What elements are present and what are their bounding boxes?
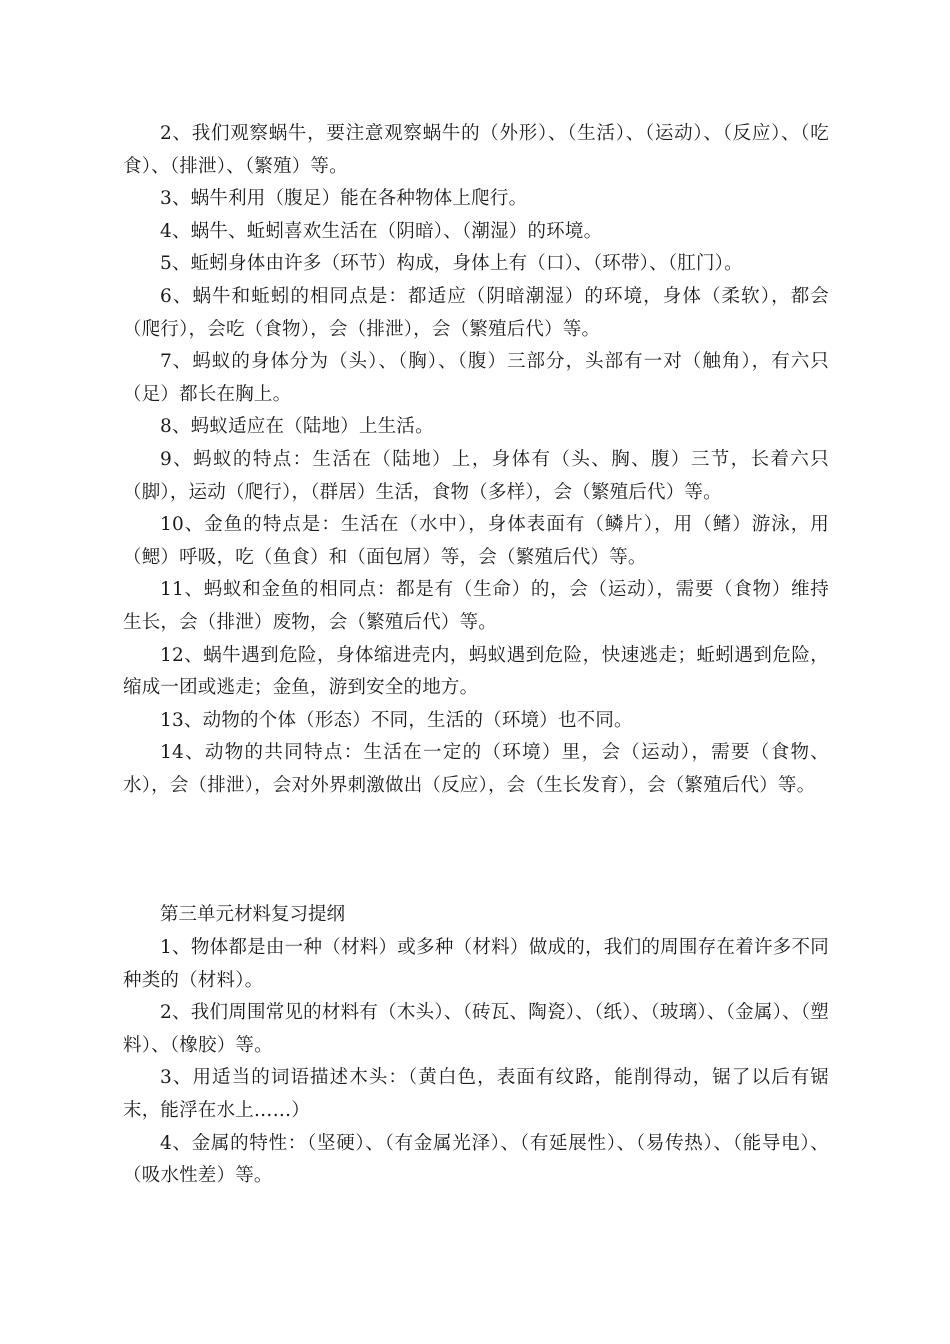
materials-item-2: 2、我们周围常见的材料有（木头）、（砖瓦、陶瓷）、（纸）、（玻璃）、（金属）、（塑料）、（橡胶）等。 bbox=[123, 1002, 829, 1056]
review-item-4: 4、蜗牛、蚯蚓喜欢生活在（阴暗）、（潮湿）的环境。 bbox=[160, 220, 603, 242]
review-item-14: 14、动物的共同特点：生活在一定的（环境）里，会（运动），需要（食物、水），会（排泄），会对外界刺激做出（反应），会（生长发育），会（繁殖后代）等。 bbox=[123, 742, 829, 796]
review-item-13: 13、动物的个体（形态）不同，生活的（环境）也不同。 bbox=[160, 709, 633, 731]
materials-item-1: 1、物体都是由一种（材料）或多种（材料）做成的，我们的周围存在着许多不同种类的（材料）。 bbox=[123, 937, 829, 991]
review-item-9: 9、蚂蚁的特点：生活在（陆地）上，身体有（头、胸、腹）三节，长着六只（脚），运动（爬行），（群居）生活，食物（多样），会（繁殖后代）等。 bbox=[123, 448, 829, 503]
document-page bbox=[123, 118, 829, 1193]
review-item-7: 7、蚂蚁的身体分为（头）、（胸）、（腹）三部分，头部有一对（触角），有六只（足）都长在胸上。 bbox=[123, 351, 829, 405]
review-item-11: 11、蚂蚁和金鱼的相同点：都是有（生命）的，会（运动），需要（食物）维持生长，会（排泄）废物，会（繁殖后代）等。 bbox=[123, 579, 829, 633]
materials-item-4: 4、金属的特性：（坚硬）、（有金属光泽）、（有延展性）、（易传热）、（能导电）、（吸水性差）等。 bbox=[123, 1132, 829, 1187]
review-item-12: 12、蜗牛遇到危险，身体缩进壳内，蚂蚁遇到危险，快速逃走；蚯蚓遇到危险，缩成一团或逃走；金鱼，游到安全的地方。 bbox=[123, 644, 829, 699]
review-item-10: 10、金鱼的特点是：生活在（水中），身体表面有（鳞片），用（鳍）游泳，用（鳃）呼吸，吃（鱼食）和（面包屑）等，会（繁殖后代）等。 bbox=[123, 514, 829, 568]
section-title: 第三单元材料复习提纲 bbox=[160, 904, 346, 926]
section-spacer bbox=[123, 802, 829, 899]
review-item-2: 2、我们观察蜗牛，要注意观察蜗牛的（外形）、（生活）、（运动）、（反应）、（吃食）、（排泄）、（繁殖）等。 bbox=[123, 123, 829, 177]
review-item-5: 5、蚯蚓身体由许多（环节）构成，身体上有（口）、（环带）、（肛门）。 bbox=[160, 253, 743, 275]
review-item-3: 3、蜗牛利用（腹足）能在各种物体上爬行。 bbox=[160, 188, 528, 210]
review-item-8: 8、蚂蚁适应在（陆地）上生活。 bbox=[160, 416, 434, 438]
materials-item-3: 3、用适当的词语描述木头：（黄白色，表面有纹路，能削得动，锯了以后有锯末，能浮在水上……） bbox=[123, 1067, 829, 1122]
review-item-6: 6、蜗牛和蚯蚓的相同点是：都适应（阴暗潮湿）的环境，身体（柔软），都会（爬行），会吃（食物），会（排泄），会（繁殖后代）等。 bbox=[123, 285, 829, 340]
